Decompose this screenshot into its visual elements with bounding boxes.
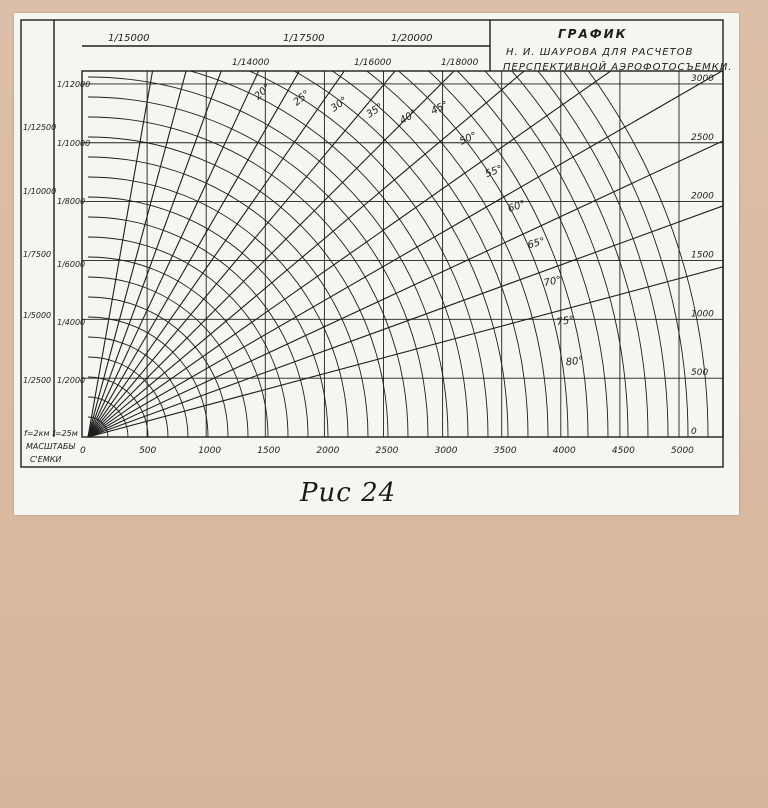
title-line1: ГРАФИК xyxy=(558,27,628,41)
x-tick-label: 1500 xyxy=(257,446,281,456)
axis-note-line3: С'ЕМКИ xyxy=(30,455,62,464)
x-tick-label: 3500 xyxy=(493,446,517,456)
right-tick-label: 1000 xyxy=(691,309,714,320)
outer-frame xyxy=(21,20,723,467)
range-arc xyxy=(88,0,548,437)
left-outer-scale-label: 1/10000 xyxy=(23,187,57,196)
angle-label: 75° xyxy=(555,314,576,329)
right-tick-label: 500 xyxy=(691,368,709,379)
top-scale-row2-label: 1/14000 xyxy=(232,58,270,68)
left-inner-scale-label: 1/6000 xyxy=(57,260,86,269)
angle-ray xyxy=(88,204,768,437)
range-arc xyxy=(88,0,568,437)
angle-ray xyxy=(88,57,768,437)
angle-ray xyxy=(88,0,321,437)
angle-label: 60° xyxy=(506,198,527,215)
title-line2: Н. И. ШАУРОВА ДЛЯ РАСЧЕТОВ xyxy=(506,47,694,58)
x-tick-label: 2000 xyxy=(316,446,340,456)
top-scale-row2-label: 1/18000 xyxy=(441,58,479,68)
right-tick-label: 1500 xyxy=(691,250,714,261)
x-tick-label: 0 xyxy=(80,446,86,456)
angle-label: 25° xyxy=(291,88,313,109)
left-inner-scale-label: 1/10000 xyxy=(57,139,91,148)
title-line3: ПЕРСПЕКТИВНОЙ АЭРОФОТОСЪЕМКИ. xyxy=(503,62,733,73)
axis-note-line2: МАСШТАБЫ xyxy=(26,442,75,451)
left-outer-scale-label: 1/7500 xyxy=(23,250,52,259)
angle-label: 55° xyxy=(483,163,505,181)
angle-label: 20° xyxy=(252,82,274,103)
angle-label: 80° xyxy=(565,355,585,369)
left-inner-scale-label: 1/2000 xyxy=(57,376,86,385)
angle-label: 40° xyxy=(398,108,420,127)
x-tick-label: 4000 xyxy=(552,446,576,456)
top-scale-row1-label: 1/17500 xyxy=(283,33,325,44)
left-inner-scale-label: 1/8000 xyxy=(57,197,86,206)
right-tick-label: 3000 xyxy=(691,73,714,84)
left-outer-scale-label: 1/12500 xyxy=(23,123,57,132)
angle-label: 65° xyxy=(526,236,547,252)
angle-label: 45° xyxy=(429,99,451,118)
x-tick-label: 2500 xyxy=(375,446,399,456)
x-tick-label: 5000 xyxy=(671,446,694,456)
right-tick-label: 0 xyxy=(691,427,697,437)
x-tick-label: 4500 xyxy=(611,446,635,456)
right-tick-label: 2000 xyxy=(691,191,714,202)
axis-note-line1: f=2км f=25м xyxy=(24,429,78,438)
top-scale-row1-label: 1/15000 xyxy=(108,33,150,44)
angle-label: 30° xyxy=(328,95,350,115)
frame xyxy=(21,20,723,467)
x-tick-label: 3000 xyxy=(434,446,458,456)
angle-label: 50° xyxy=(457,130,479,148)
left-inner-scale-label: 1/4000 xyxy=(57,318,86,327)
top-scale-row1-label: 1/20000 xyxy=(391,33,433,44)
right-tick-label: 2500 xyxy=(691,132,714,143)
angle-label: 70° xyxy=(542,274,563,290)
left-outer-scale-label: 1/2500 xyxy=(23,376,52,385)
angle-label: 35° xyxy=(364,101,386,121)
left-inner-scale-label: 1/12000 xyxy=(57,80,91,89)
top-scale-row2-label: 1/16000 xyxy=(354,58,392,68)
x-tick-label: 500 xyxy=(139,446,157,456)
left-outer-scale-label: 1/5000 xyxy=(23,311,52,320)
angle-ray xyxy=(88,0,468,437)
x-tick-label: 1000 xyxy=(198,446,222,456)
figure-caption: Рис 24 xyxy=(300,478,397,508)
